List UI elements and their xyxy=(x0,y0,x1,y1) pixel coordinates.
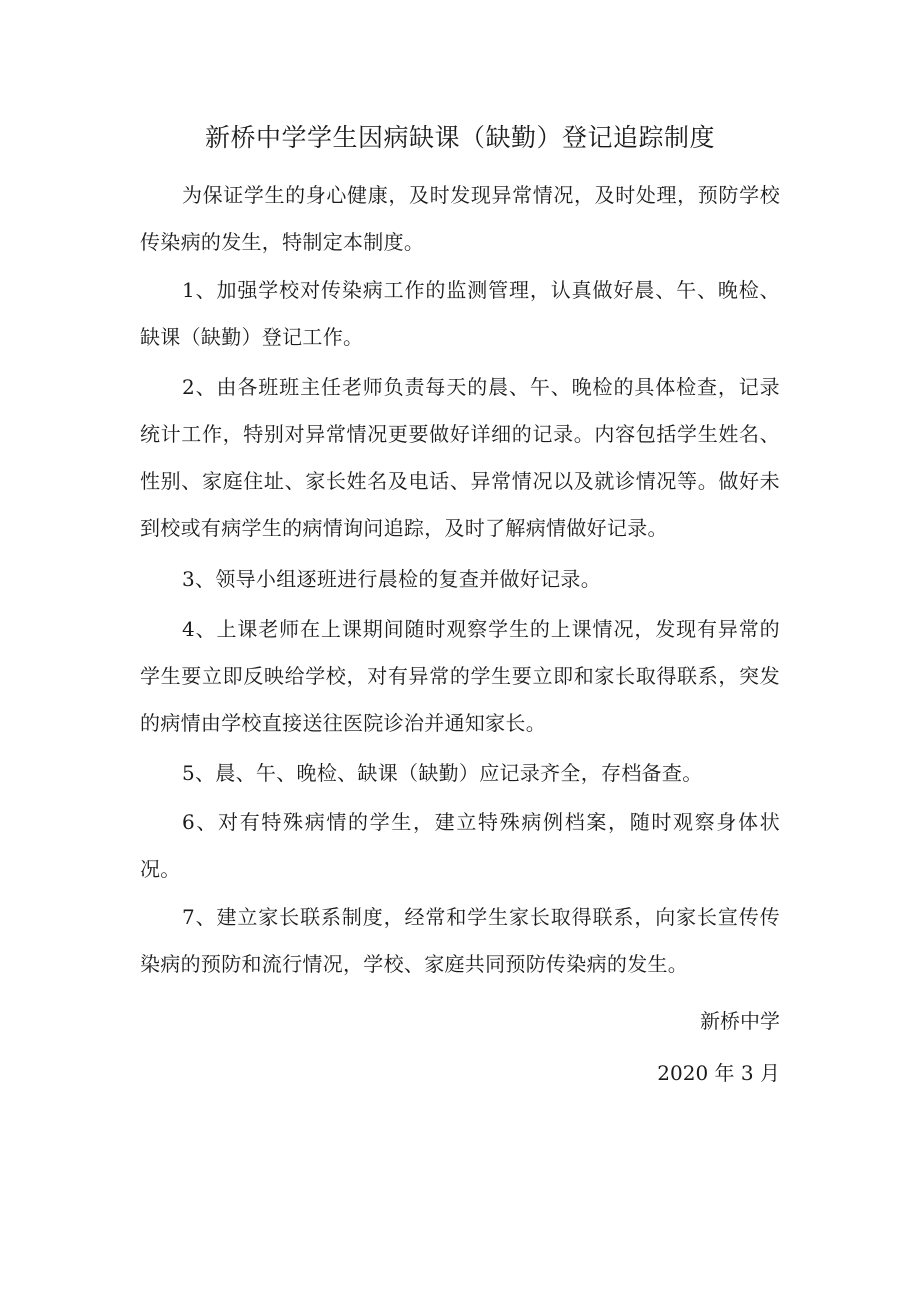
signature-organization: 新桥中学 xyxy=(700,1009,780,1033)
rule-item-1: 1、加强学校对传染病工作的监测管理，认真做好晨、午、晚检、缺课（缺勤）登记工作。 xyxy=(140,278,780,349)
rule-item-6: 6、对有特殊病情的学生，建立特殊病例档案，随时观察身体状况。 xyxy=(140,810,780,881)
rule-item-2: 2、由各班班主任老师负责每天的晨、午、晚检的具体检查，记录统计工作，特别对异常情况更要做好详细的记录。内容包括学生姓名、性别、家庭住址、家长姓名及电话、异常情况以及就诊情况等。做好未到校或有病学生的病情询问追踪，及时了解病情做好记录。 xyxy=(140,375,780,540)
signature-date: 2020 年 3 月 xyxy=(657,1061,780,1085)
rule-item-7: 7、建立家长联系制度，经常和学生家长取得联系，向家长宣传传染病的预防和流行情况，学校、家庭共同预防传染病的发生。 xyxy=(140,905,780,976)
rule-item-4: 4、上课老师在上课期间随时观察学生的上课情况，发现有异常的学生要立即反映给学校，对有异常的学生要立即和家长取得联系，突发的病情由学校直接送往医院诊治并通知家长。 xyxy=(140,617,780,735)
intro-paragraph: 为保证学生的身心健康，及时发现异常情况，及时处理，预防学校传染病的发生，特制定本制度。 xyxy=(140,183,780,254)
rule-item-3: 3、领导小组逐班进行晨检的复查并做好记录。 xyxy=(182,567,602,591)
document-title: 新桥中学学生因病缺课（缺勤）登记追踪制度 xyxy=(204,123,715,152)
rule-item-5: 5、晨、午、晚检、缺课（缺勤）应记录齐全，存档备查。 xyxy=(182,761,703,785)
